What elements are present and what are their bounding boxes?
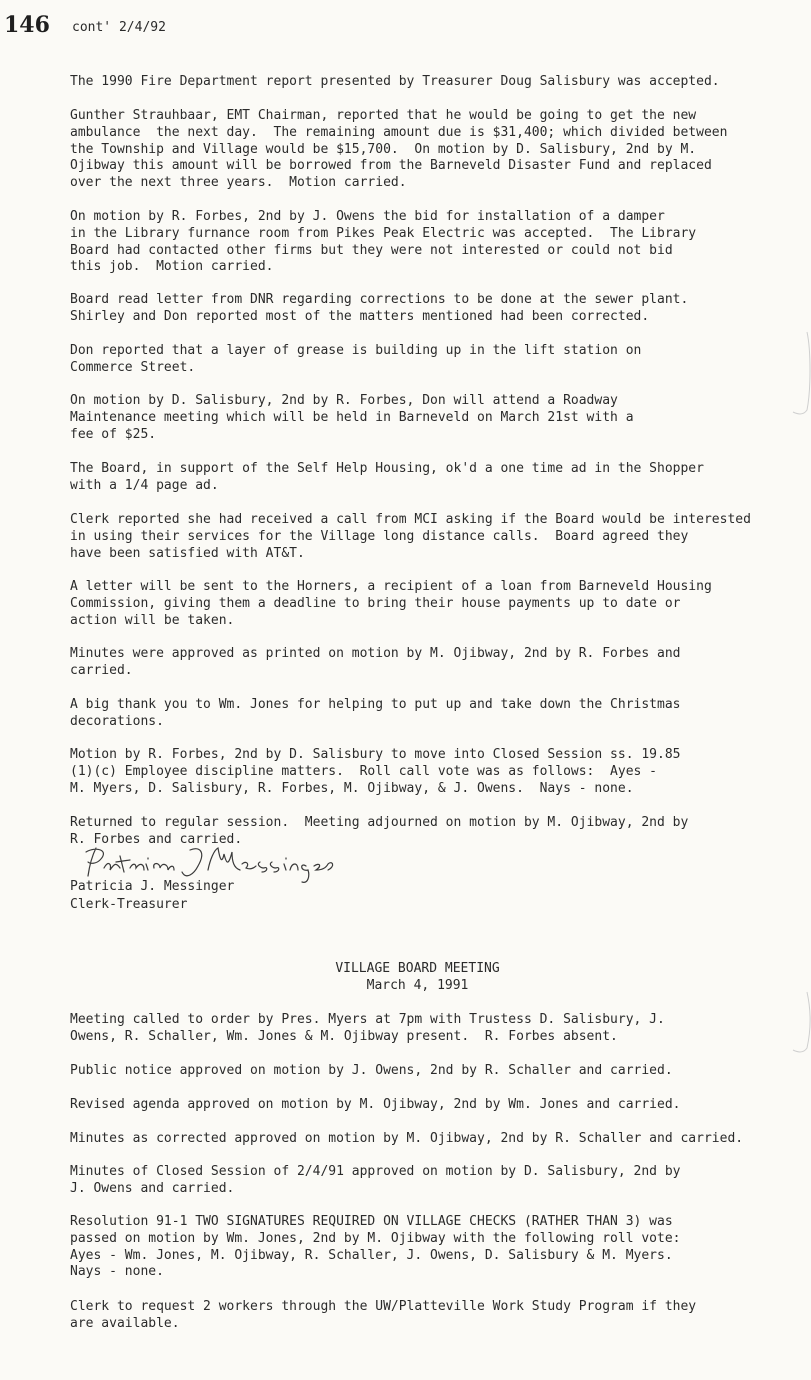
paragraph-adjourned: Returned to regular session. Meeting adjourned on motion by M. Ojibway, 2nd by R. Forbes and carried. [70,815,689,847]
paragraph-horners-letter: A letter will be sent to the Horners, a recipient of a loan from Barneveld Housing Commission, giving them a deadline to bring their house payments up to date or action will be taken. [70,579,712,628]
paragraph-minutes-approved: Minutes were approved as printed on motion by M. Ojibway, 2nd by R. Forbes and carried. [70,646,681,678]
paragraph-self-help-housing: The Board, in support of the Self Help Housing, ok'd a one time ad in the Shopper with a 1/4 page ad. [70,461,704,493]
page-number: 146 [4,12,50,38]
paragraph-ambulance: Gunther Strauhbaar, EMT Chairman, reported that he would be going to get the new ambulance the next day. The remaining amount due is $31,400; which divided between the Township and Village would be $15,700. On motion by D. Salisbury, 2nd by M. Ojibway this amount will be borrowed from the Barneveld Disaster Fund and replaced over the next three years. Motion carried. [70,108,728,191]
page-curl-mark [781,990,811,1060]
signatory-name: Patricia J. Messinger [70,879,235,894]
meeting-heading: VILLAGE BOARD MEETING [335,961,500,976]
paragraph-damper-bid: On motion by R. Forbes, 2nd by J. Owens the bid for installation of a damper in the Library furnance room from Pikes Peak Electric was accepted. The Library Board had contacted other firms but they were not interested or could not bid this job. Motion carried. [70,209,697,275]
signatory-title: Clerk-Treasurer [70,897,188,912]
paragraph-closed-session: Motion by R. Forbes, 2nd by D. Salisbury to move into Closed Session ss. 19.85 (1)(c) Employee discipline matters. Roll call vote was as follows: Ayes - M. Myers, D. Salisbury, R. Forbes, M. Ojibway, & J. Owens. Nays - none. [70,747,681,796]
paragraph-dnr-letter: Board read letter from DNR regarding corrections to be done at the sewer plant. Shirley and Don reported most of the matters mentioned had been corrected. [70,292,689,324]
paragraph-closed-session-minutes: Minutes of Closed Session of 2/4/91 approved on motion by D. Salisbury, 2nd by J. Owens and carried. [70,1164,681,1196]
paragraph-grease: Don reported that a layer of grease is building up in the lift station on Commerce Street. [70,343,642,375]
paragraph-public-notice: Public notice approved on motion by J. Owens, 2nd by R. Schaller and carried. [70,1063,673,1078]
paragraph-roadway-meeting: On motion by D. Salisbury, 2nd by R. Forbes, Don will attend a Roadway Maintenance meeting which will be held in Barneveld on March 21st with a fee of $25. [70,393,634,442]
page-curl-mark [781,330,811,420]
paragraph-revised-agenda: Revised agenda approved on motion by M. Ojibway, 2nd by Wm. Jones and carried. [70,1097,681,1112]
paragraph-called-to-order: Meeting called to order by Pres. Myers at 7pm with Trustess D. Salisbury, J. Owens, R. Schaller, Wm. Jones & M. Ojibway present. R. Forbes absent. [70,1012,665,1044]
paragraph-resolution-91-1: Resolution 91-1 TWO SIGNATURES REQUIRED ON VILLAGE CHECKS (RATHER THAN 3) was passed on motion by Wm. Jones, 2nd by M. Ojibway with the following roll vote: Ayes - Wm. Jones, M. Ojibway, R. Schaller, J. Owens, D. Salisbury & M. Myers. Nays - none. [70,1214,681,1280]
paragraph-mci-call: Clerk reported she had received a call from MCI asking if the Board would be interested in using their services for the Village long distance calls. Board agreed they have been satisfied with AT&T. [70,512,751,561]
paragraph-work-study: Clerk to request 2 workers through the UW/Platteville Work Study Program if they are available. [70,1299,697,1331]
meeting-date: March 4, 1991 [366,978,469,993]
paragraph-thank-you: A big thank you to Wm. Jones for helping to put up and take down the Christmas decorations. [70,697,681,729]
continuation-date: cont' 2/4/92 [72,20,166,35]
paragraph-minutes-corrected: Minutes as corrected approved on motion by M. Ojibway, 2nd by R. Schaller and carried. [70,1131,744,1146]
paragraph-fire-report: The 1990 Fire Department report presented by Treasurer Doug Salisbury was accepted. [70,74,720,89]
